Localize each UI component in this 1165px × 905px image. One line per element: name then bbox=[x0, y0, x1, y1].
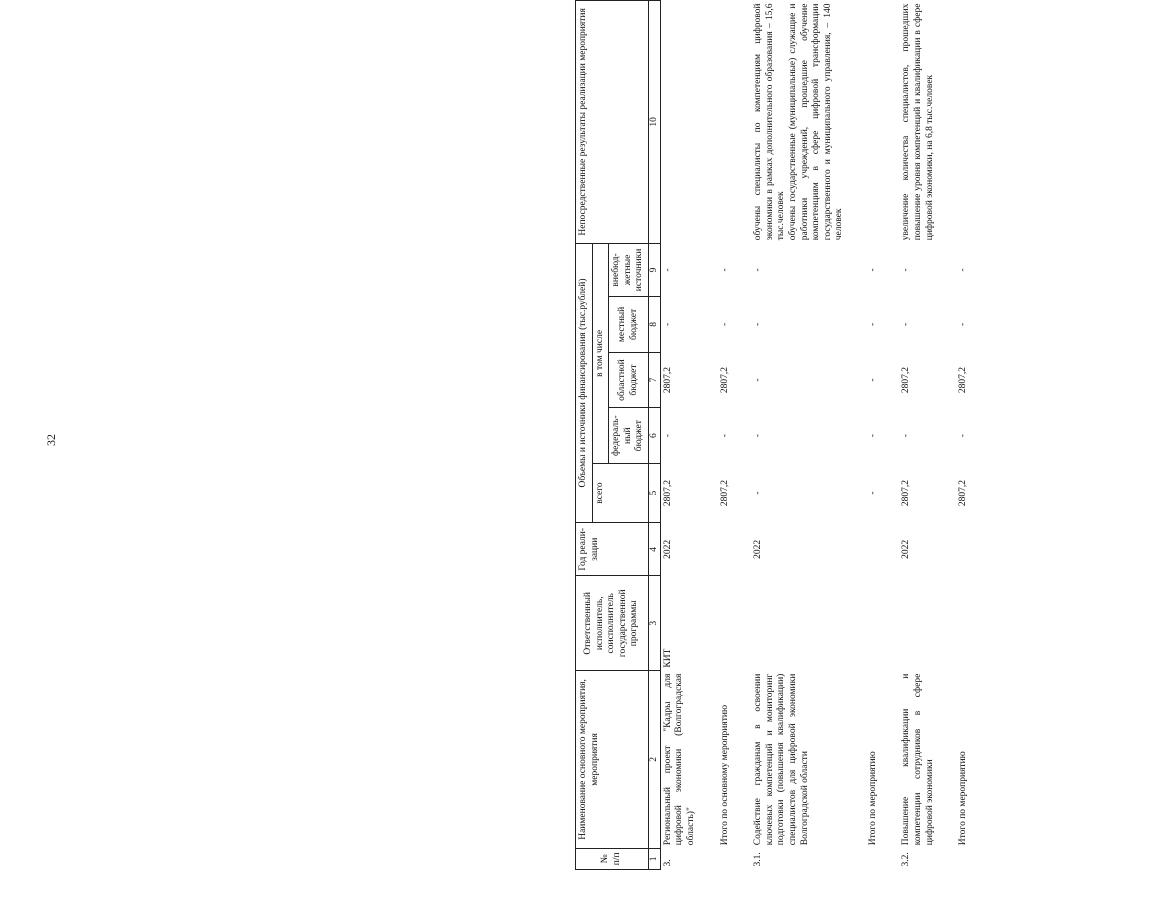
table-row bbox=[899, 1, 938, 870]
row-result bbox=[956, 1, 972, 244]
row-name: Региональный проект "Кадры для цифровой экономики (Волгоградская область)" bbox=[662, 673, 697, 846]
row-regional: 2807,2 bbox=[958, 366, 969, 394]
row-spacer bbox=[700, 1, 718, 870]
row-executor bbox=[956, 576, 972, 671]
row-local: - bbox=[867, 322, 878, 327]
row-federal: - bbox=[901, 434, 912, 438]
row-offbudget: - bbox=[901, 268, 912, 272]
row-year bbox=[718, 523, 734, 576]
row-offbudget: - bbox=[958, 268, 969, 272]
row-result: обучены специалисты по компетенциям цифровой экономики в рамках дополнительного образования – 15,6 тыс.человек обучены государственные (муниципальные) служащие и работники учреждений, прошедшие обучение компетенциям в сфере цифровой трансформации государственного и муниципального управления, – 140 человек bbox=[753, 3, 845, 241]
row-spacer bbox=[848, 1, 866, 870]
col-num: 7 bbox=[648, 352, 660, 408]
row-executor bbox=[899, 576, 938, 671]
row-federal: - bbox=[958, 434, 969, 438]
row-offbudget: - bbox=[867, 268, 878, 272]
col-num: 1 bbox=[648, 848, 660, 869]
table-row bbox=[866, 1, 882, 870]
row-offbudget: - bbox=[719, 268, 730, 272]
spacer-cell bbox=[881, 1, 899, 870]
col-num: 3 bbox=[648, 576, 660, 671]
row-regional: - bbox=[753, 378, 764, 382]
table-row bbox=[660, 1, 699, 870]
row-local: - bbox=[901, 322, 912, 327]
header-row-1 bbox=[576, 1, 593, 870]
row-num: 3. bbox=[662, 859, 673, 867]
row-spacer bbox=[881, 1, 899, 870]
funding-table bbox=[575, 0, 972, 870]
row-executor bbox=[718, 576, 734, 671]
row-total: 2807,2 bbox=[662, 480, 673, 507]
row-federal: - bbox=[662, 434, 673, 438]
rotated-table-sheet bbox=[575, 0, 1165, 870]
row-local: - bbox=[662, 322, 673, 327]
row-year: 2022 bbox=[753, 539, 764, 559]
header-year: Год реали-зации bbox=[576, 523, 649, 576]
spacer-cell bbox=[700, 1, 718, 870]
header-executor: Ответственный исполнитель, соисполнитель государственной программы bbox=[576, 576, 649, 671]
row-name: Итого по основному мероприятию bbox=[719, 704, 730, 846]
row-total: 2807,2 bbox=[901, 480, 912, 507]
header-federal: федераль-ный бюджет bbox=[609, 408, 649, 464]
spacer-cell bbox=[848, 1, 866, 870]
row-name: Итого по мероприятию bbox=[958, 751, 969, 846]
row-total: - bbox=[867, 491, 878, 495]
row-executor bbox=[751, 576, 848, 671]
table-row bbox=[751, 1, 848, 870]
row-executor bbox=[866, 576, 882, 671]
row-year bbox=[866, 523, 882, 576]
header-local: местный бюджет bbox=[609, 297, 649, 353]
row-result: увеличение количества специалистов, прошедших повышение уровня компетенций и квалификации в сфере цифровой экономики, на 6,8 тыс.человек bbox=[901, 3, 935, 241]
row-regional: - bbox=[867, 378, 878, 382]
col-num: 8 bbox=[648, 297, 660, 353]
header-offbudget: внебюд-жетные источники bbox=[609, 243, 649, 296]
row-local: - bbox=[719, 322, 730, 327]
row-executor: КИТ bbox=[662, 648, 673, 668]
row-total: 2807,2 bbox=[958, 480, 969, 507]
col-num: 10 bbox=[648, 1, 660, 244]
row-year bbox=[956, 523, 972, 576]
row-num: 3.2. bbox=[901, 852, 912, 867]
spacer-cell bbox=[733, 1, 751, 870]
col-num: 4 bbox=[648, 523, 660, 576]
header-results: Непосредственные результаты реализации мероприятия bbox=[576, 1, 649, 244]
header-including: в том числе bbox=[592, 243, 609, 463]
row-year: 2022 bbox=[901, 539, 912, 559]
table-row bbox=[718, 1, 734, 870]
row-name: Итого по мероприятию bbox=[867, 751, 878, 846]
row-result bbox=[718, 1, 734, 244]
row-local: - bbox=[958, 322, 969, 327]
header-regional: областной бюджет bbox=[609, 352, 649, 408]
page-number: 32 bbox=[44, 434, 58, 446]
row-offbudget: - bbox=[662, 268, 673, 272]
header-funding-group: Объемы и источники финансирования (тыс.рублей) bbox=[576, 243, 593, 522]
header-name: Наименование основного мероприятия, мероприятия bbox=[576, 671, 649, 849]
header-total: всего bbox=[592, 463, 648, 522]
row-result bbox=[866, 1, 882, 244]
col-num: 6 bbox=[648, 408, 660, 464]
row-num bbox=[718, 848, 734, 869]
row-num bbox=[956, 848, 972, 869]
row-num bbox=[866, 848, 882, 869]
row-regional: 2807,2 bbox=[901, 366, 912, 394]
row-total: 2807,2 bbox=[719, 480, 730, 507]
header-num: № п/п bbox=[576, 848, 649, 869]
row-regional: 2807,2 bbox=[662, 366, 673, 394]
row-spacer bbox=[733, 1, 751, 870]
row-offbudget: - bbox=[753, 268, 764, 272]
col-num: 2 bbox=[648, 671, 660, 849]
row-name: Содействие гражданам в освоении ключевых компетенций и мониторинг подготовки (повышения квалификации) специалистов для цифровой экономики Волгоградской области bbox=[753, 673, 810, 846]
row-year: 2022 bbox=[662, 539, 673, 559]
row-regional: 2807,2 bbox=[719, 366, 730, 394]
spacer-cell bbox=[938, 1, 956, 870]
row-num: 3.1. bbox=[753, 852, 764, 867]
row-spacer bbox=[938, 1, 956, 870]
row-total: - bbox=[753, 491, 764, 495]
row-local: - bbox=[753, 322, 764, 327]
table-row bbox=[956, 1, 972, 870]
row-federal: - bbox=[719, 434, 730, 438]
row-result bbox=[660, 1, 699, 244]
row-name: Повышение квалификации и компетенции сотрудников в сфере цифровой экономики bbox=[901, 673, 935, 846]
row-federal: - bbox=[753, 434, 764, 438]
row-federal: - bbox=[867, 434, 878, 438]
col-num: 5 bbox=[648, 463, 660, 522]
col-num: 9 bbox=[648, 243, 660, 296]
column-number-row bbox=[648, 1, 660, 870]
